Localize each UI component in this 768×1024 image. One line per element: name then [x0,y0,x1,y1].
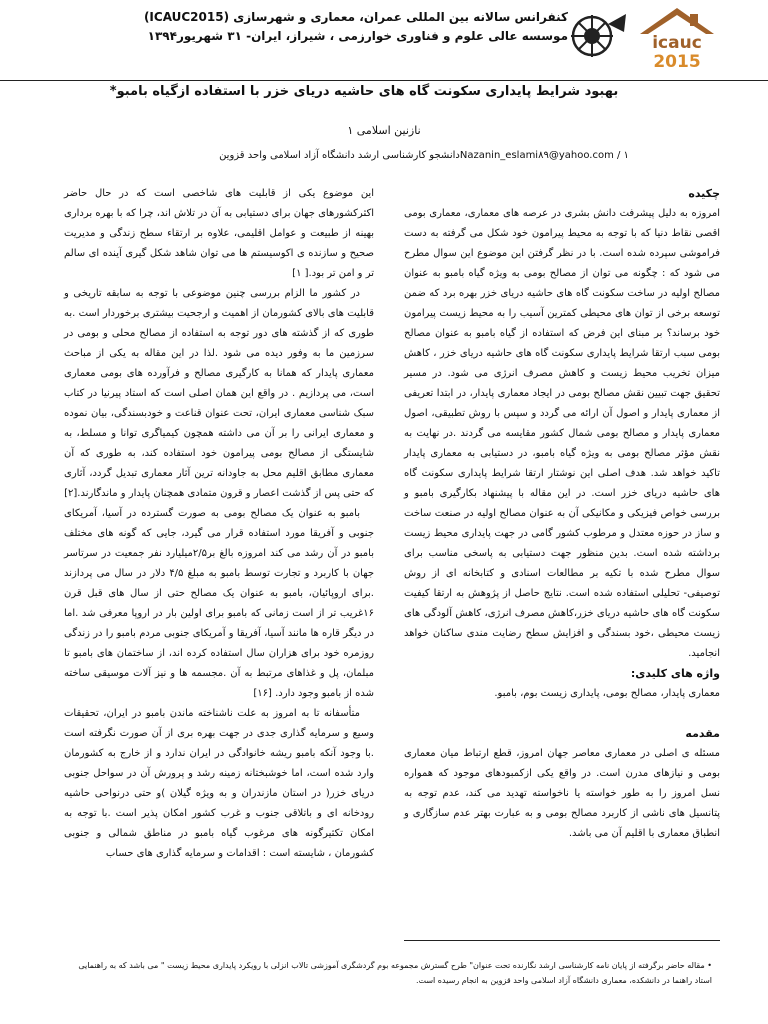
logo-text-bottom: 2015 [653,52,701,72]
author-affiliation: Nazanin_eslami۸۹@yahoo.com / ۱دانشجو کارشناسی ارشد دانشگاه آزاد اسلامی واحد قزوین [219,150,629,161]
footnote-text: مقاله حاضر برگرفته از پایان نامه کارشناسی ارشد نگارنده تحت عنوان" طرح گسترش مجموعه بوم گردشگری آموزشی تالاب انزلی با رویکرد پایداری محیط زیست " می باشد که به راهنمایی استاد راهنما در دانشکده، معماری دانشگاه آزاد اسلامی واحد قزوین به انجام رسیده است. [78,961,712,985]
footnote-rule [404,940,720,941]
body-paragraph: این موضوع یکی از قابلیت های شاخصی است که در حال حاضر اکثرکشورهای جهان برای دستیابی به آن در تلاش اند، چرا که با بهره برداری بهینه از طبیعت و عوامل اقلیمی، علاوه بر ارتقاء سطح زندگی و مدیریت صحیح و سازنده ی اکوسیستم ها می توان شاهد شکل گیری آینده ای سالم تر و امن تر بود.[ ۱] [64,188,374,279]
paper-title: بهبود شرایط پایداری سکونت گاه های حاشیه دریای خزر با استفاده ازگیاه بامبو* [109,84,619,99]
body-paragraph: متأسفانه تا به امروز به علت ناشناخته ماندن بامبو در ایران، تحقیقات وسیع و سرمایه گذاری جدی در جهت بهره بری از آن صورت نگرفته است .با وجود آنکه بامبو ریشه خانوادگی در ایران ندارد و از خارج به کشورمان وارد شده است، اما خوشبختانه زمینه رشد و پرورش آن در سواحل جنوبی دریای خزر( در استان مازندران و به ویژه گیلان )و حتی درنواحی حاشیه رودخانه ای و باتلاقی جنوب و غرب کشور امکان پذیر است .با توجه به امکان تکثیرگونه های مرغوب گیاه بامبو در مناطق شمالی و جنوبی کشورمان ، شایسته است : اقدامات و سرمایه گذاری های حساب [64,708,374,859]
keywords-body: معماری پایدار، مصالح بومی، پایداری زیست بوم، بامبو. [494,688,720,699]
intro-body: مسئله ی اصلی در معماری معاصر جهان امروز، قطع ارتباط میان معماری بومی و نیازهای مدرن است. در واقع یکی ازکمبودهای موجود که همواره نسل امروز را به طور خواسته یا ناخواسته تهدید می کند، عدم توجه به پتانسیل های ناشی از کاربرد مصالح بومی و به عبارت بهتر عدم سازگاری و انطباق معماری با اقلیم آن می باشد. [404,748,720,839]
footnote-bullet-icon: • [704,961,712,970]
institute-logo-icon [568,10,628,68]
left-column [64,184,374,864]
intro-heading: مقدمه [685,727,720,740]
abstract-body: امروزه به دلیل پیشرفت دانش بشری در عرصه های معماری، معماری بومی اقصی نقاط دنیا که با توجه به محیط پیرامون خود شکل می گرفته به دست فراموشی سپرده شده است. با در نظر گرفتن این موضوع این سوال مطرح می شود که : چگونه می توان از مصالح بومی به ویژه گیاه بامبو به عنوان مصالح اولیه در ساخت سکونت گاه های حاشیه دریای خزر بهره برد که ضمن توسعه برخی از توان های محیطی کمترین آسیب را به محیط زیست پیرامون خود برساند؟ بر مبنای این فرض که استفاده از گیاه بامبو به عنوان مصالح بومی سبب ارتقا شرایط پایداری سکونت گاه های حاشیه دریای خزر ، کاهش میزان تخریب محیط زیست و کاهش مصرف انرژی می شود. در مسیر تحقیق جهت تبیین نقش مصالح بومی در ایجاد معماری پایدار، در ابتدا تعریفی از معماری پایدار و اصول آن ارائه می گردد و سپس با روش تطبیقی، اصول معماری پایدار و مصالح بومی شمال کشور مقایسه می گردند .در نهایت به نقش مؤثر مصالح بومی به ویژه گیاه بامبو، در دستیابی به معماری پایدار تاکید خواهد شد. هدف اصلی این نوشتار ارتقا شرایط پایداری سکونت گاه های حاشیه دریای خزر است. در این مقاله با پیشنهاد بکارگیری بامبو و بررسی خواص فیزیکی و مکانیکی آن به عنوان مصالح اولیه در صنعت ساخت و ساز در حوزه معتدل و مرطوب کشور گامی در جهت پایداری محیط زیست برداشته شده است. بدین منظور جهت دستیابی به پاسخی مناسب برای سوال مطرح شده با تکیه بر مطالعات اسنادی و کتابخانه ای از روش توصیفی- تحلیلی استفاده شده است. نتایج حاصل از پژوهش به ارتقا کیفیت سکونت گاه های حاشیه دریای خزر،کاهش مصرف انرژی، کاهش آلودگی های زیست محیطی ،خود بسندگی و افزایش سطح رضایت مندی ساکنان خواهد انجامید. [404,208,720,659]
keywords-heading: واژه های کلیدی: [630,667,720,680]
author-name: نازنین اسلامی ۱ [347,124,421,137]
body-paragraph: در کشور ما الزام بررسی چنین موضوعی با توجه به سابقه تاریخی و قابلیت های بالای کشورمان از اهمیت و ارجحیت بیشتری برخوردار است .به طوری که از گذشته های دور توجه به استفاده از مصالح محلی و بومی در سرزمین ما به وفور دیده می شود .لذا در این مقاله به یکی از مباحث معماری پایدار که همانا به کارگیری مصالح و فرآورده های بومی معماری است، می پردازیم . در واقع این همان اصلی است که استاد پیرنیا در کتاب سبک شناسی معماری ایران، تحت عنوان قناعت و خودبسندگی، بیان نموده و معماری ایرانی را بر آن می داشته همچون کیمیاگری توانا و مسلط، به شایستگی از مصالح بومی پیرامون خود استفاده کند، به طوری که آن معماری مطابق اقلیم محل به جاودانه ترین آثار معماری تبدیل گردد، آثاری که حتی پس از گذشت اعصار و قرون متمادی همچنان پایدار و ماندگارند.[۲] [64,288,374,499]
conference-info [40,8,568,46]
conference-venue: موسسه عالی علوم و فناوری خوارزمی ، شیراز، ایران- ۳۱ شهریور۱۳۹۴ [147,29,568,43]
abstract-heading: چکیده [688,187,720,200]
body-paragraph: بامبو به عنوان یک مصالح بومی به صورت گسترده در آسیا، آمریکای جنوبی و آفریقا مورد استفاده قرار می گیرد، جایی که گونه های مختلف بامبو در آن رشد می کند امروزه بالغ بر۲/۵میلیارد نفر جمعیت در سرتاسر جهان با کاربرد و تجارت توسط بامبو به مبلغ ۴/۵ دلار در سال می پردازند .برای اروپائیان، بامبو به عنوان یک مصالح حتی از سال های قبل قرن ۱۶غریب تر از است زمانی که بامبو برای اولین بار در اروپا معرفی شد .اما در دیگر قاره ها مانند آسیا، آفریقا و آمریکای جنوبی مردم بامبو را در زندگی روزمره خود برای هزاران سال استفاده کرده اند، از ساختمان های بامبو تا مبلمان، پل و غذاهای مرتبط به آن .مجسمه ها و نیز آلات موسیقی ساخته شده از بامبو وجود دارد. [۱۶] [64,508,375,699]
logo-text-top: icauc [652,33,702,53]
conference-title: کنفرانس سالانه بین المللی عمران، معماری و شهرسازی (ICAUC2015) [143,10,568,24]
conference-header [0,0,768,81]
section-spacer [404,704,720,724]
right-column [404,184,720,844]
icauc-logo [632,6,722,72]
footnote [60,958,712,988]
